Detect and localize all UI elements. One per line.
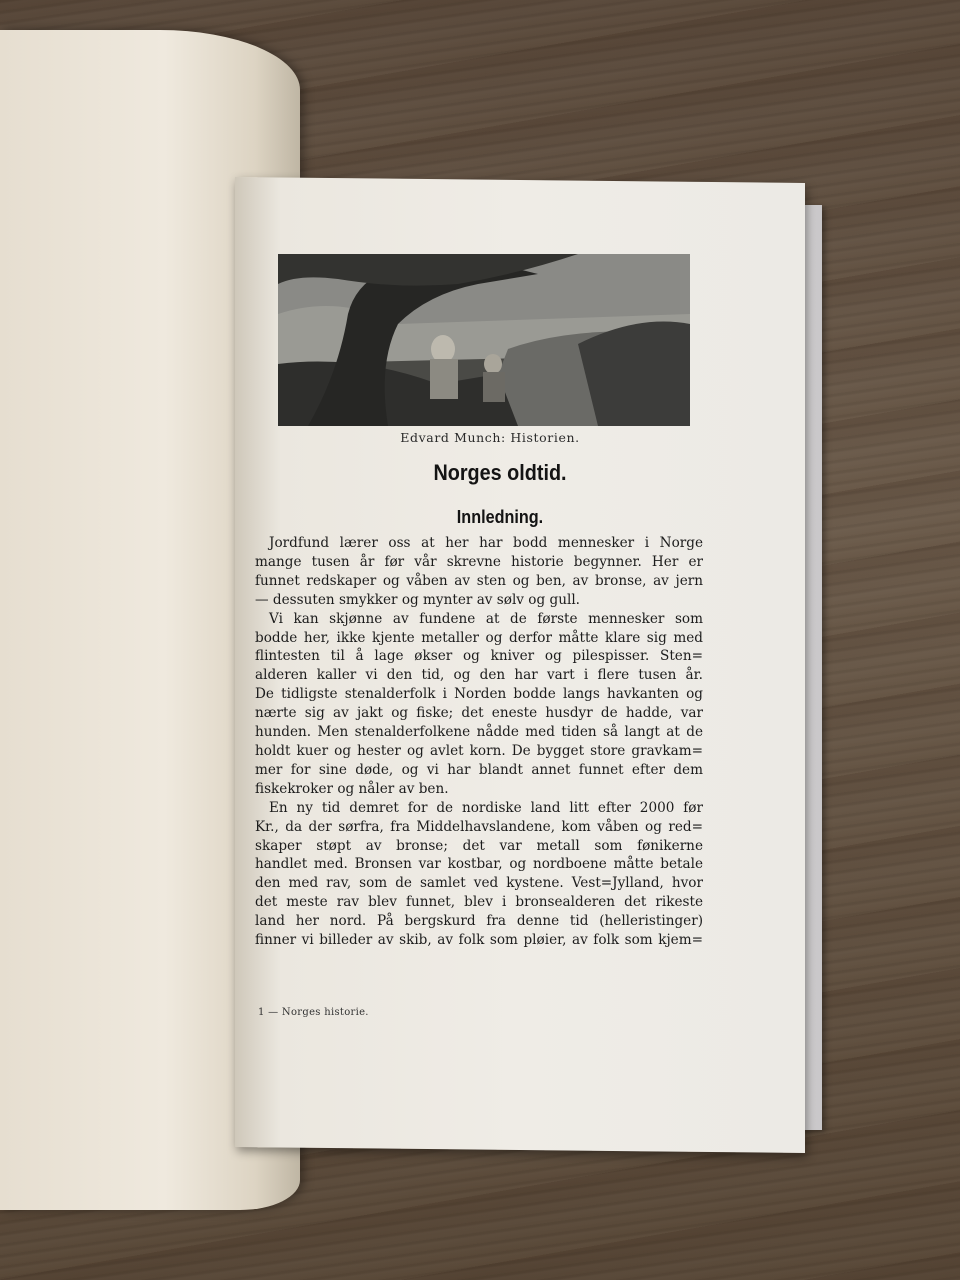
text-line: flintesten til å lage økser og kniver og pilespisser. Sten= bbox=[255, 648, 703, 665]
section-subtitle: Innledning. bbox=[456, 507, 544, 527]
text-line: alderen kaller vi den tid, og den har vart i flere tusen år. bbox=[255, 667, 703, 684]
text-line: mange tusen år før vår skrevne historie begynner. Her er bbox=[255, 553, 703, 570]
text-line: bodde her, ikke kjente metaller og derfor måtte klare sig med bbox=[255, 629, 703, 646]
painting-caption: Edvard Munch: Historien. bbox=[400, 430, 580, 445]
text-line: De tidligste stenalderfolk i Norden bodde langs havkanten og bbox=[255, 686, 703, 703]
chapter-title: Norges oldtid. bbox=[433, 460, 567, 485]
painting-illustration bbox=[278, 254, 690, 426]
text-line: mer for sine døde, og vi har blandt annet funnet efter dem bbox=[255, 761, 703, 778]
text-line: den med rav, som de samlet ved kystene. Vest=Jylland, hvor bbox=[255, 875, 703, 892]
text-line: Kr., da der sørfra, fra Middelhavslandene, kom våben og red= bbox=[255, 818, 703, 835]
text-line: finner vi billeder av skib, av folk som pløier, av folk som kjem= bbox=[255, 932, 703, 949]
text-line: — dessuten smykker og mynter av sølv og gull. bbox=[255, 591, 580, 608]
text-line: Vi kan skjønne av fundene at de første mennesker som bbox=[269, 610, 703, 627]
text-line: nærte sig av jakt og fiske; det eneste husdyr de hadde, var bbox=[255, 705, 703, 722]
text-line: hunden. Men stenalderfolkene nådde med tiden så langt at de bbox=[255, 724, 703, 741]
text-line: handlet med. Bronsen var kostbar, og nordboene måtte betale bbox=[255, 856, 703, 873]
page-footer: 1 — Norges historie. bbox=[258, 1007, 369, 1018]
text-line: det meste rav blev funnet, blev i bronsealderen det rikeste bbox=[255, 894, 703, 911]
text-line: skaper støpt av bronse; det var metall som fønikerne bbox=[255, 837, 703, 854]
text-line: holdt kuer og hester og avlet korn. De bygget store gravkam= bbox=[255, 742, 703, 759]
text-line: funnet redskaper og våben av sten og ben, av bronse, av jern bbox=[255, 572, 703, 589]
text-line: En ny tid demret for de nordiske land litt efter 2000 før bbox=[269, 799, 703, 816]
text-line: fiskekroker og nåler av ben. bbox=[255, 780, 449, 797]
text-line: Jordfund lærer oss at her har bodd mennesker i Norge bbox=[269, 535, 703, 551]
body-text bbox=[255, 534, 703, 950]
text-line: land her nord. På bergskurd fra denne tid (helleristinger) bbox=[255, 913, 703, 930]
